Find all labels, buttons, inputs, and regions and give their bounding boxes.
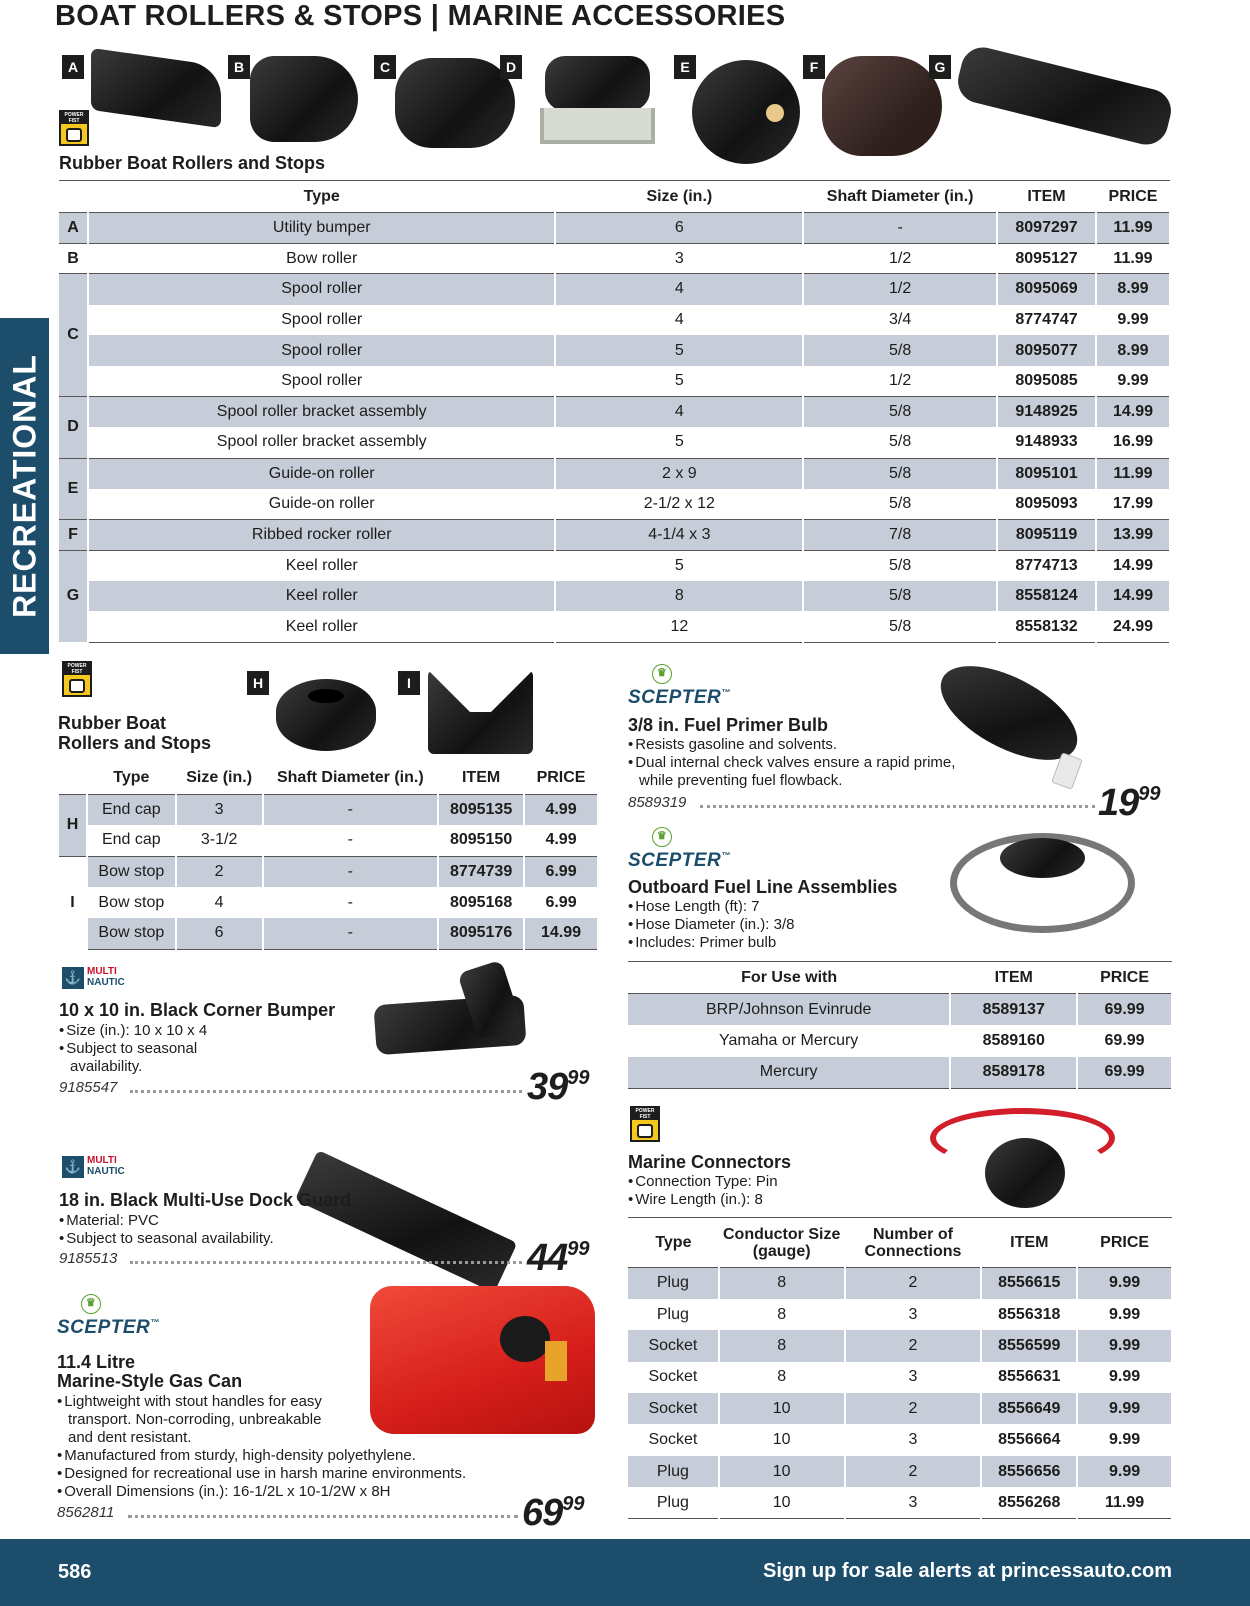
cell-shaft: 5/8 (803, 611, 997, 642)
col-item: ITEM (997, 181, 1096, 213)
cell-type: Socket (628, 1330, 719, 1361)
cell-size: 4 (176, 887, 263, 918)
primer-bulb-bullets (628, 736, 958, 790)
stops-table (59, 762, 599, 950)
bullet: • Hose Length (ft): 7 (628, 898, 928, 916)
col-shaft: Shaft Diameter (in.) (803, 181, 997, 213)
cell-shaft: - (263, 918, 439, 949)
cell-use: Mercury (628, 1057, 950, 1089)
utility-bumper-image (91, 48, 221, 128)
badge-g: G (929, 55, 951, 79)
cell-gauge: 8 (719, 1299, 845, 1330)
dock-guard-sku: 9185513 (59, 1250, 118, 1267)
cell-type: End cap (87, 794, 176, 825)
cell-price: 6.99 (524, 856, 598, 887)
cell-shaft: 5/8 (803, 427, 997, 458)
table-row (628, 1057, 1172, 1089)
cell-gauge: 10 (719, 1456, 845, 1487)
table-row (59, 856, 598, 887)
col-size: Size (in.) (186, 768, 253, 786)
col-price: PRICE (1096, 181, 1170, 213)
cell-item: 8095176 (438, 918, 524, 949)
scepter-crown-icon: ♛ (652, 664, 672, 684)
cell-price: 11.99 (1096, 458, 1170, 489)
cell-type: Spool roller (88, 335, 556, 366)
badge-e: E (674, 55, 696, 79)
col-price: PRICE (1077, 962, 1172, 994)
table-row (59, 366, 1170, 397)
dock-guard-price: $44^{99}$ (527, 1237, 590, 1279)
table-row (59, 887, 598, 918)
cell-gauge: 10 (719, 1487, 845, 1518)
col-gauge: Conductor Size (gauge) (719, 1218, 845, 1268)
cell-size: 2 (176, 856, 263, 887)
cell-item: 8095069 (997, 274, 1096, 305)
cell-shaft: 1/2 (803, 366, 997, 397)
cell-price: 8.99 (1096, 274, 1170, 305)
corner-bumper-bullets (59, 1022, 259, 1076)
stops-heading-1: Rubber Boat (58, 713, 166, 733)
cell-gauge: 8 (719, 1362, 845, 1393)
row-letter: A (59, 213, 88, 244)
cell-size: 4 (555, 397, 803, 428)
cell-shaft: 5/8 (803, 397, 997, 428)
col-price: PRICE (1077, 1218, 1172, 1268)
end-cap-image (276, 679, 376, 751)
table-row (628, 1025, 1172, 1057)
badge-c: C (374, 55, 396, 79)
cell-shaft: 1/2 (803, 243, 997, 274)
cell-price: 8.99 (1096, 335, 1170, 366)
cell-shaft: - (263, 794, 439, 825)
connectors-table (628, 1217, 1173, 1519)
col-shaft: Shaft Diameter (in.) (276, 768, 424, 786)
cell-item: 8774747 (997, 305, 1096, 336)
cell-item: 8097297 (997, 213, 1096, 244)
scepter-logo: ♛ SCEPTER™ (628, 664, 731, 709)
cell-item: 8589160 (950, 1025, 1077, 1057)
cell-shaft: - (263, 856, 439, 887)
scepter-logo: ♛ SCEPTER™ (57, 1294, 160, 1339)
bullet: • Manufactured from sturdy, high-density polyethylene. (57, 1447, 547, 1465)
footer (0, 1539, 1250, 1606)
bow-stop-image (428, 670, 533, 754)
corner-bumper-price: $39^{99}$ (527, 1066, 590, 1108)
col-type: Type (113, 768, 150, 786)
table-row (59, 581, 1170, 612)
cell-item: 8095093 (997, 489, 1096, 520)
stops-heading-2: Rollers and Stops (58, 733, 212, 753)
cell-type: Bow stop (87, 856, 176, 887)
corner-bumper-image (375, 965, 535, 1055)
cell-item: 8095127 (997, 243, 1096, 274)
rollers-heading: Rubber Boat Rollers and Stops (59, 153, 326, 173)
cell-price: 9.99 (1077, 1456, 1172, 1487)
bullet: • Resists gasoline and solvents. (628, 736, 958, 754)
fuel-line-table (628, 961, 1173, 1089)
cell-size: 8 (555, 581, 803, 612)
ribbed-rocker-roller-image (822, 56, 942, 156)
connectors-bullets (628, 1173, 878, 1209)
leader-dots (700, 805, 1095, 808)
cell-type: Spool roller (88, 305, 556, 336)
badge-h: H (247, 671, 269, 695)
cell-size: 3-1/2 (176, 825, 263, 856)
leader-dots (128, 1515, 518, 1518)
table-row (59, 825, 598, 856)
cell-price: 9.99 (1096, 366, 1170, 397)
bullet: • Hose Diameter (in.): 3/8 (628, 916, 928, 934)
cell-size: 5 (555, 427, 803, 458)
spool-bracket-image (530, 56, 665, 146)
gas-can-sku: 8562811 (57, 1504, 115, 1521)
badge-a: A (62, 55, 84, 79)
cell-type: Socket (628, 1393, 719, 1424)
cell-price: 11.99 (1096, 213, 1170, 244)
table-row (628, 1424, 1172, 1455)
cell-type: Keel roller (88, 581, 556, 612)
cell-price: 9.99 (1077, 1424, 1172, 1455)
table-row (628, 994, 1172, 1026)
cell-shaft: - (803, 213, 997, 244)
cell-item: 8556599 (981, 1330, 1077, 1361)
cell-price: 11.99 (1077, 1487, 1172, 1518)
cell-item: 8589178 (950, 1057, 1077, 1089)
cell-gauge: 8 (719, 1330, 845, 1361)
primer-bulb-title: 3/8 in. Fuel Primer Bulb (628, 715, 829, 735)
cell-price: 14.99 (1096, 581, 1170, 612)
bullet: • Connection Type: Pin (628, 1173, 878, 1191)
page-title: BOAT ROLLERS & STOPS | MARINE ACCESSORIES (55, 0, 786, 32)
cell-item: 8556318 (981, 1299, 1077, 1330)
cell-type: Spool roller bracket assembly (88, 397, 556, 428)
corner-bumper-sku: 9185547 (59, 1079, 118, 1096)
cell-type: Socket (628, 1424, 719, 1455)
cell-size: 4 (555, 274, 803, 305)
cell-item: 8558124 (997, 581, 1096, 612)
cell-price: 69.99 (1077, 1057, 1172, 1089)
col-size: Size (in.) (555, 181, 803, 213)
cell-type: Bow roller (88, 243, 556, 274)
cell-connections: 2 (845, 1268, 982, 1299)
scepter-crown-icon: ♛ (652, 827, 672, 847)
cell-shaft: 3/4 (803, 305, 997, 336)
table-row (59, 243, 1170, 274)
cell-size: 12 (555, 611, 803, 642)
cell-shaft: 7/8 (803, 519, 997, 550)
primer-bulb-price: $19^{99}$ (1098, 782, 1161, 824)
cell-item: 8095168 (438, 887, 524, 918)
row-letter: B (59, 243, 88, 274)
cell-type: Plug (628, 1299, 719, 1330)
cell-price: 13.99 (1096, 519, 1170, 550)
cell-shaft: - (263, 825, 439, 856)
section-tab-label: RECREATIONAL (6, 354, 42, 618)
cell-type: End cap (87, 825, 176, 856)
cell-type: Keel roller (88, 550, 556, 581)
cell-size: 6 (555, 213, 803, 244)
table-row (59, 794, 598, 825)
cell-size: 5 (555, 550, 803, 581)
primer-bulb-sku: 8589319 (628, 794, 687, 811)
cell-type: Ribbed rocker roller (88, 519, 556, 550)
col-item: ITEM (461, 768, 501, 786)
cell-type: Bow stop (87, 918, 176, 949)
cell-item: 8558132 (997, 611, 1096, 642)
cell-price: 4.99 (524, 794, 598, 825)
cell-price: 9.99 (1077, 1330, 1172, 1361)
keel-roller-image (953, 43, 1175, 149)
cell-gauge: 10 (719, 1393, 845, 1424)
cell-type: Bow stop (87, 887, 176, 918)
cell-item: 8774739 (438, 856, 524, 887)
cell-type: Spool roller bracket assembly (88, 427, 556, 458)
bullet: • Wire Length (in.): 8 (628, 1191, 878, 1209)
cell-type: Socket (628, 1362, 719, 1393)
table-row (628, 1268, 1172, 1299)
row-letter: D (59, 397, 88, 458)
cell-shaft: 5/8 (803, 335, 997, 366)
table-row (628, 1330, 1172, 1361)
table-row (628, 1456, 1172, 1487)
table-row (59, 458, 1170, 489)
cell-price: 4.99 (524, 825, 598, 856)
cell-item: 9148925 (997, 397, 1096, 428)
bullet: • Subject to seasonal availability. (59, 1230, 479, 1248)
table-row (628, 1393, 1172, 1424)
scepter-crown-icon: ♛ (81, 1294, 101, 1314)
cell-item: 8095119 (997, 519, 1096, 550)
col-type: Type (88, 181, 556, 213)
cell-size: 2 x 9 (555, 458, 803, 489)
cell-price: 14.99 (1096, 550, 1170, 581)
cell-use: BRP/Johnson Evinrude (628, 994, 950, 1026)
cell-item: 8095135 (438, 794, 524, 825)
row-letter: G (59, 550, 88, 642)
table-row (59, 335, 1170, 366)
cell-connections: 3 (845, 1299, 982, 1330)
cell-price: 24.99 (1096, 611, 1170, 642)
cell-shaft: 1/2 (803, 274, 997, 305)
corner-bumper-title: 10 x 10 in. Black Corner Bumper (59, 1000, 336, 1020)
cell-item: 8589137 (950, 994, 1077, 1026)
power-fist-logo: POWER FIST (59, 110, 89, 146)
cell-item: 8556656 (981, 1456, 1077, 1487)
cell-price: 9.99 (1077, 1299, 1172, 1330)
cell-gauge: 10 (719, 1424, 845, 1455)
badge-i: I (398, 671, 420, 695)
cell-item: 8556268 (981, 1487, 1077, 1518)
table-row (59, 519, 1170, 550)
table-row (59, 427, 1170, 458)
gas-can-title-1: 11.4 Litre (57, 1352, 136, 1372)
cell-price: 11.99 (1096, 243, 1170, 274)
gas-can-title-2: Marine-Style Gas Can (57, 1371, 243, 1391)
cell-use: Yamaha or Mercury (628, 1025, 950, 1057)
cell-price: 17.99 (1096, 489, 1170, 520)
cell-size: 3 (555, 243, 803, 274)
cell-price: 69.99 (1077, 1025, 1172, 1057)
row-letter: H (59, 794, 87, 856)
table-row (59, 489, 1170, 520)
badge-f: F (803, 55, 825, 79)
table-row (59, 918, 598, 949)
cell-type: Plug (628, 1487, 719, 1518)
row-letter: C (59, 274, 88, 397)
cell-price: 9.99 (1077, 1393, 1172, 1424)
table-row (59, 611, 1170, 642)
gas-can-price: $69^{99}$ (522, 1492, 585, 1534)
bullet: • Lightweight with stout handles for easy transport. Non-corroding, unbreakable and dent resistant. (57, 1393, 342, 1447)
fuel-line-title: Outboard Fuel Line Assemblies (628, 877, 898, 897)
cell-type: Plug (628, 1268, 719, 1299)
table-row (628, 1487, 1172, 1518)
cell-shaft: 5/8 (803, 489, 997, 520)
cell-size: 5 (555, 366, 803, 397)
cell-type: Utility bumper (88, 213, 556, 244)
cell-price: 9.99 (1077, 1268, 1172, 1299)
cell-item: 8095101 (997, 458, 1096, 489)
cell-item: 8095085 (997, 366, 1096, 397)
cell-price: 9.99 (1077, 1362, 1172, 1393)
cell-item: 8095077 (997, 335, 1096, 366)
fuel-line-image (945, 818, 1140, 948)
table-row (628, 1362, 1172, 1393)
cell-type: Guide-on roller (88, 458, 556, 489)
bow-roller-image (250, 56, 358, 142)
cell-size: 6 (176, 918, 263, 949)
cell-price: 69.99 (1077, 994, 1172, 1026)
cell-size: 5 (555, 335, 803, 366)
col-item: ITEM (981, 1218, 1077, 1268)
cell-type: Guide-on roller (88, 489, 556, 520)
sale-alerts-link[interactable]: Sign up for sale alerts at princessauto.com (762, 1560, 1172, 1582)
scepter-logo: ♛ SCEPTER™ (628, 827, 731, 872)
connectors-title: Marine Connectors (628, 1152, 792, 1172)
spool-roller-image (395, 58, 515, 148)
bullet: • Designed for recreational use in harsh marine environments. (57, 1465, 547, 1483)
row-letter: I (59, 856, 87, 949)
cell-item: 9148933 (997, 427, 1096, 458)
cell-item: 8556615 (981, 1268, 1077, 1299)
cell-connections: 2 (845, 1456, 982, 1487)
cell-type: Spool roller (88, 274, 556, 305)
table-row (59, 550, 1170, 581)
cell-item: 8556631 (981, 1362, 1077, 1393)
cell-price: 16.99 (1096, 427, 1170, 458)
table-row (59, 305, 1170, 336)
cell-shaft: 5/8 (803, 550, 997, 581)
cell-shaft: 5/8 (803, 458, 997, 489)
bullet: • Size (in.): 10 x 10 x 4 (59, 1022, 259, 1040)
guide-on-roller-image (692, 60, 800, 164)
cell-price: 6.99 (524, 887, 598, 918)
cell-price: 9.99 (1096, 305, 1170, 336)
cell-size: 4 (555, 305, 803, 336)
badge-d: D (500, 55, 522, 79)
cell-connections: 2 (845, 1330, 982, 1361)
section-tab (0, 318, 49, 654)
bullet: • Includes: Primer bulb (628, 934, 928, 952)
cell-connections: 3 (845, 1424, 982, 1455)
dock-guard-title: 18 in. Black Multi-Use Dock Guard (59, 1190, 352, 1210)
bullet: • Subject to seasonal availability. (59, 1040, 259, 1076)
cell-type: Plug (628, 1456, 719, 1487)
bullet: • Overall Dimensions (in.): 16-1/2L x 10-1/2W x 8H (57, 1483, 547, 1501)
cell-size: 4-1/4 x 3 (555, 519, 803, 550)
cell-type: Spool roller (88, 366, 556, 397)
leader-dots (130, 1261, 522, 1264)
dock-guard-bullets (59, 1212, 479, 1248)
row-letter: F (59, 519, 88, 550)
bullet: • Material: PVC (59, 1212, 479, 1230)
cell-item: 8095150 (438, 825, 524, 856)
cell-connections: 2 (845, 1393, 982, 1424)
rollers-table (59, 180, 1171, 643)
cell-price: 14.99 (524, 918, 598, 949)
marine-connector-image (930, 1098, 1130, 1213)
col-use: For Use with (628, 962, 950, 994)
cell-item: 8556664 (981, 1424, 1077, 1455)
badge-b: B (228, 55, 250, 79)
gas-can-bullets (57, 1393, 547, 1501)
cell-type: Keel roller (88, 611, 556, 642)
table-row (59, 274, 1170, 305)
col-type: Type (628, 1218, 719, 1268)
bullet: • Dual internal check valves ensure a rapid prime, while preventing fuel flowback. (628, 754, 958, 790)
table-row (628, 1299, 1172, 1330)
cell-connections: 3 (845, 1362, 982, 1393)
cell-size: 2-1/2 x 12 (555, 489, 803, 520)
col-item: ITEM (950, 962, 1077, 994)
table-row (59, 397, 1170, 428)
cell-connections: 3 (845, 1487, 982, 1518)
table-row (59, 213, 1170, 244)
col-connections: Number of Connections (845, 1218, 982, 1268)
cell-price: 14.99 (1096, 397, 1170, 428)
cell-shaft: - (263, 887, 439, 918)
page-number: 586 (58, 1561, 92, 1583)
cell-size: 3 (176, 794, 263, 825)
power-fist-logo: POWER FIST (62, 661, 92, 697)
leader-dots (130, 1090, 522, 1093)
power-fist-logo: POWER FIST (630, 1106, 660, 1142)
cell-item: 8556649 (981, 1393, 1077, 1424)
cell-item: 8774713 (997, 550, 1096, 581)
row-letter: E (59, 458, 88, 519)
fuel-line-bullets (628, 898, 928, 952)
col-price: PRICE (536, 768, 586, 786)
cell-gauge: 8 (719, 1268, 845, 1299)
cell-shaft: 5/8 (803, 581, 997, 612)
